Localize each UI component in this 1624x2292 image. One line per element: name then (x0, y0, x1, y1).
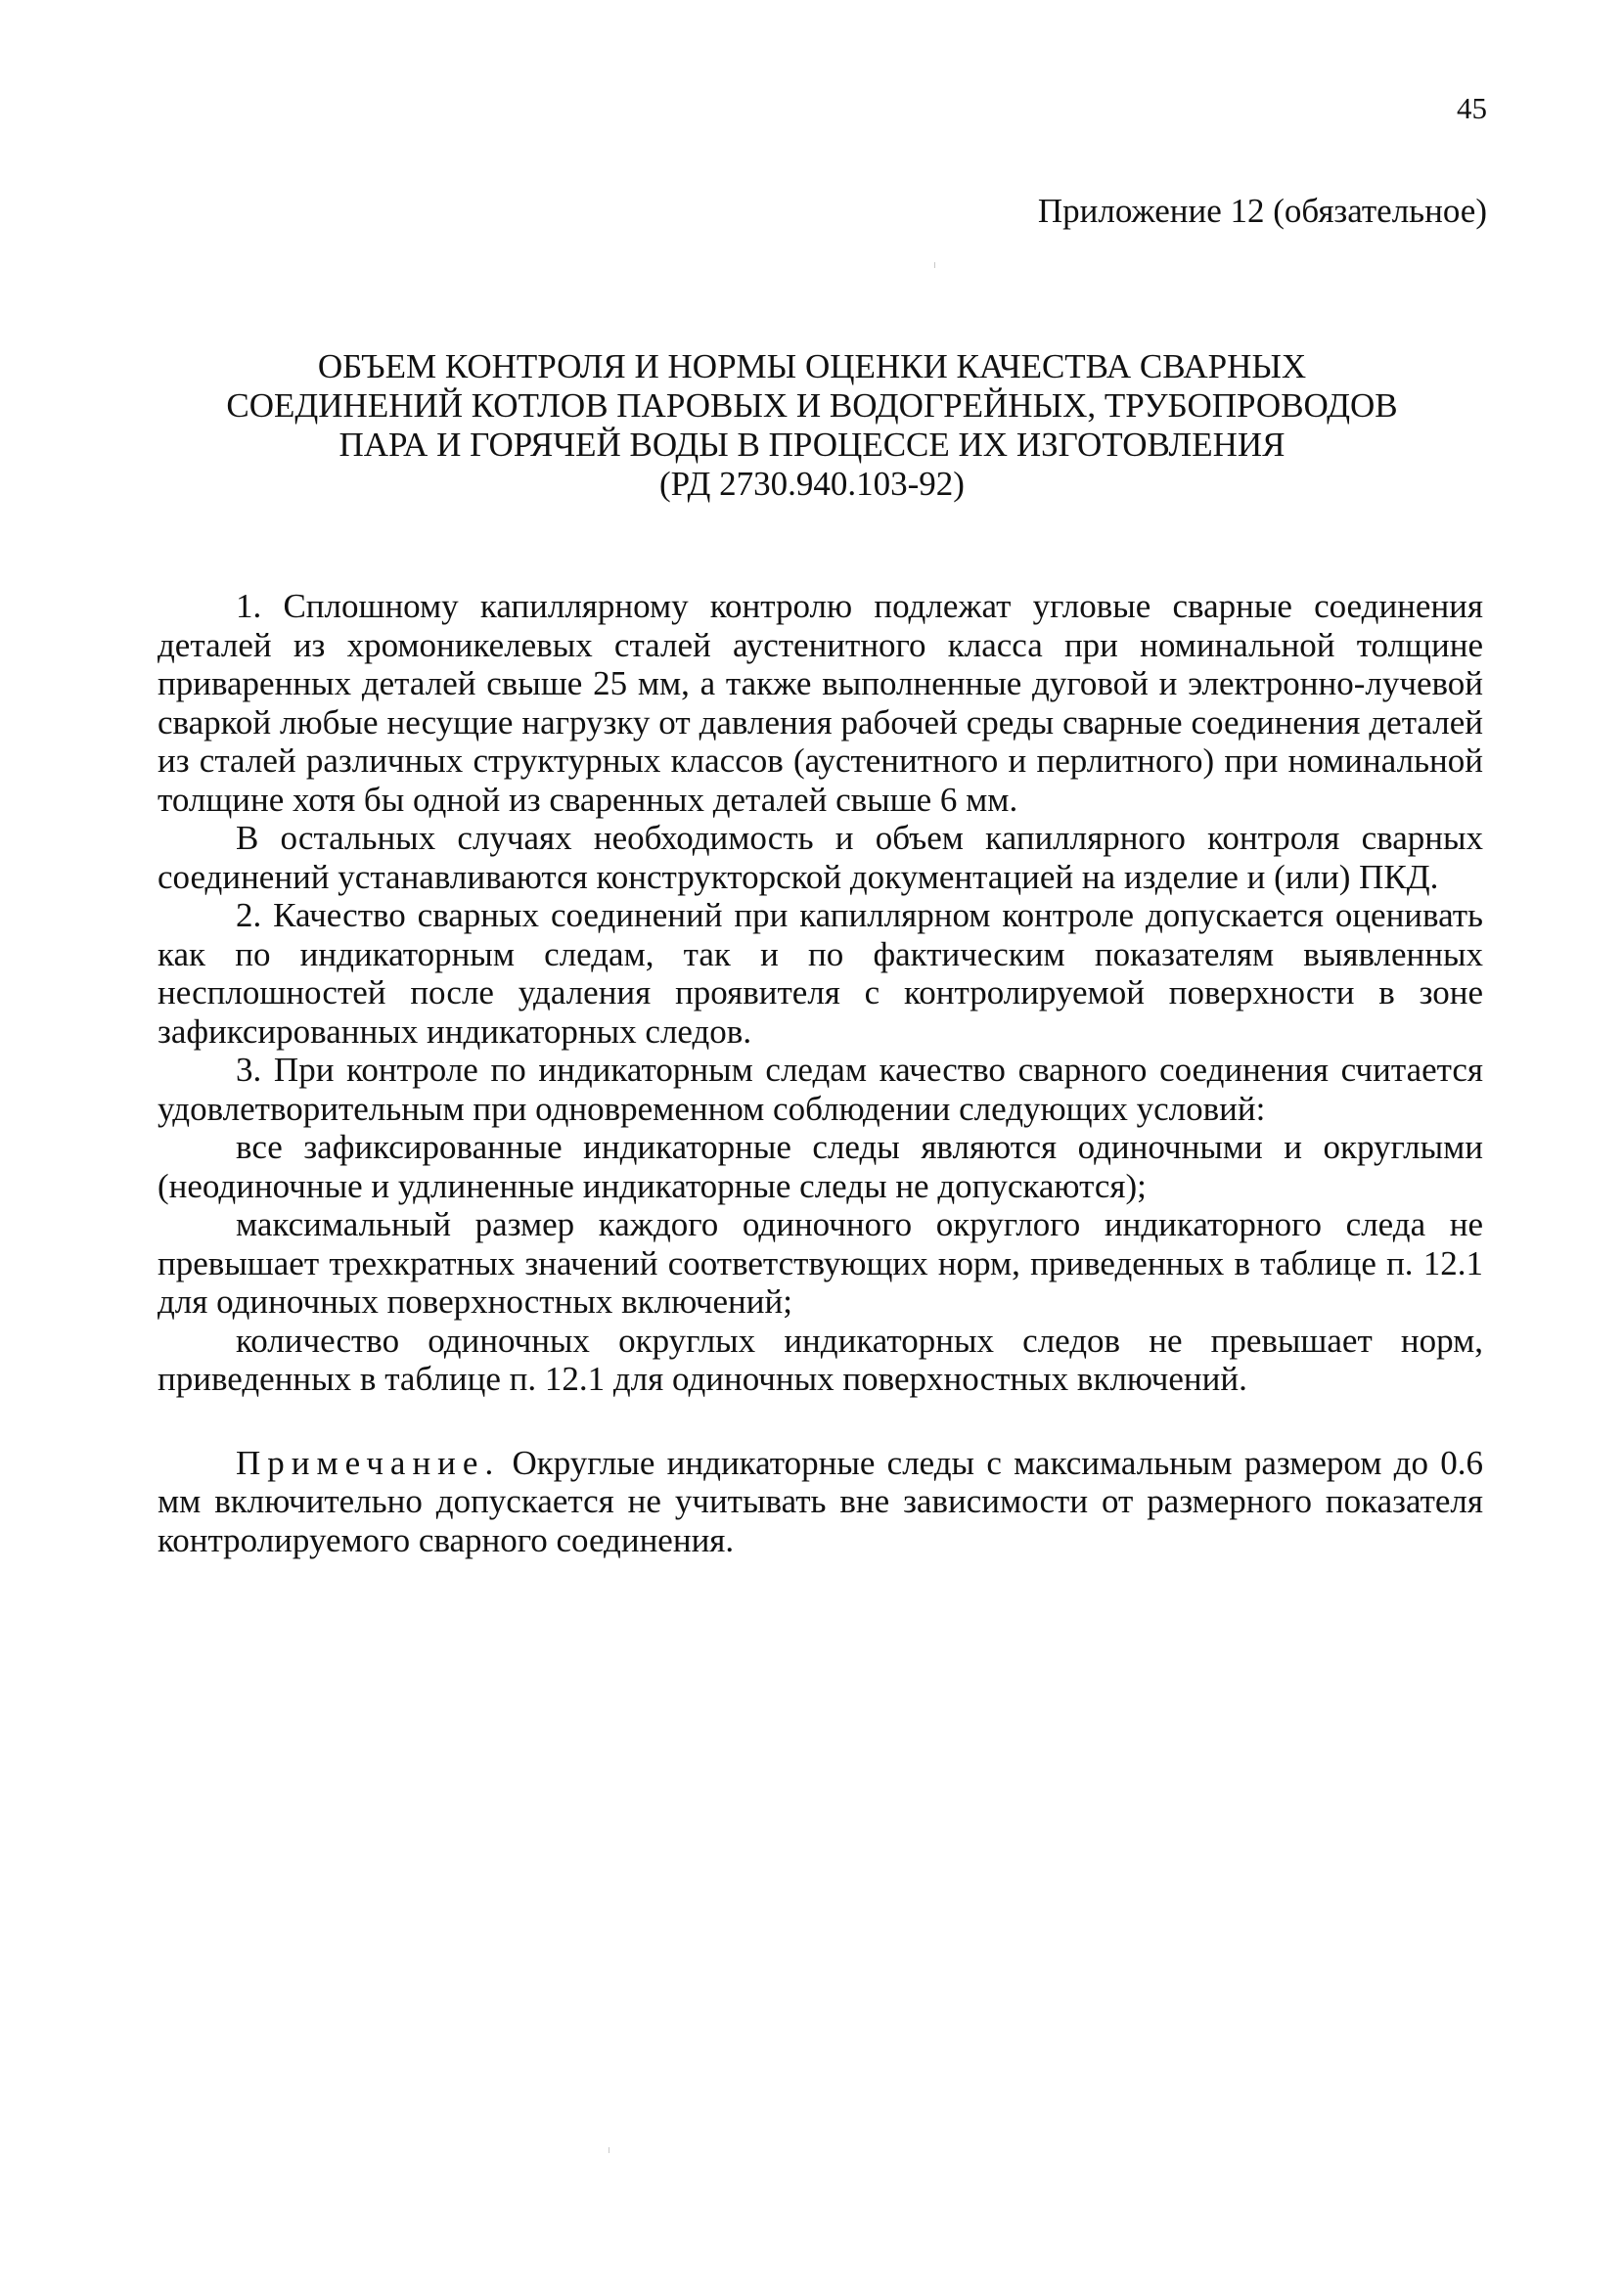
title-line-1: ОБЪЕМ КОНТРОЛЯ И НОРМЫ ОЦЕНКИ КАЧЕСТВА СВАРНЫХ (317, 347, 1307, 385)
note-text: Округлые индикаторные следы с максимальным размером до 0.6 мм включительно допускается не учитывать вне зависимости от размерного показателя контролируемого сварного соединения. (158, 1443, 1483, 1559)
title-line-2: СОЕДИНЕНИЙ КОТЛОВ ПАРОВЫХ И ВОДОГРЕЙНЫХ, ТРУБОПРОВОДОВ (226, 386, 1398, 425)
body-text (158, 587, 1483, 1559)
title-line-3: ПАРА И ГОРЯЧЕЙ ВОДЫ В ПРОЦЕССЕ ИХ ИЗГОТОВЛЕНИЯ (338, 426, 1286, 464)
paragraph-7: количество одиночных округлых индикаторных следов не превышает норм, приведенных в таблице п. 12.1 для одиночных поверхностных включений. (158, 1321, 1483, 1398)
note (158, 1444, 1483, 1560)
note-label: Примечание. (236, 1443, 501, 1482)
paragraph-3: 2. Качество сварных соединений при капиллярном контроле допускается оценивать как по индикаторным следам, так и по фактическим показателям выявленных несплошностей после удаления проявителя с контролируемой поверхности в зоне зафиксированных индикаторных следов. (158, 896, 1483, 1051)
paragraph-5: все зафиксированные индикаторные следы являются одиночными и округлыми (неодиночные и удлиненные индикаторные следы не допускаются); (158, 1128, 1483, 1205)
page-number: 45 (1457, 91, 1487, 125)
document-title (157, 347, 1467, 504)
paragraph-2: В остальных случаях необходимость и объем капиллярного контроля сварных соединений устанавливаются конструкторской документацией на изделие и (или) ПКД. (158, 819, 1483, 896)
paragraph-6: максимальный размер каждого одиночного округлого индикаторного следа не превышает трехкратных значений соответствующих норм, приведенных в таблице п. 12.1 для одиночных поверхностных включений; (158, 1205, 1483, 1321)
paragraph-1: 1. Сплошному капиллярному контролю подлежат угловые сварные соединения деталей из хромоникелевых сталей аустенитного класса при номинальной толщине приваренных деталей свыше 25 мм, а также выполненные дуговой и электронно-лучевой сваркой любые несущие нагрузку от давления рабочей среды сварные соединения деталей из сталей различных структурных классов (аустенитного и перлитного) при номинальной толщине хотя бы одной из сваренных деталей свыше 6 мм. (158, 587, 1483, 819)
title-line-4: (РД 2730.940.103-92) (659, 465, 965, 503)
scan-artifact-mark (934, 262, 935, 268)
paragraph-4: 3. При контроле по индикаторным следам качество сварного соединения считается удовлетворительным при одновременном соблюдении следующих условий: (158, 1051, 1483, 1128)
appendix-label: Приложение 12 (обязательное) (1037, 192, 1487, 230)
